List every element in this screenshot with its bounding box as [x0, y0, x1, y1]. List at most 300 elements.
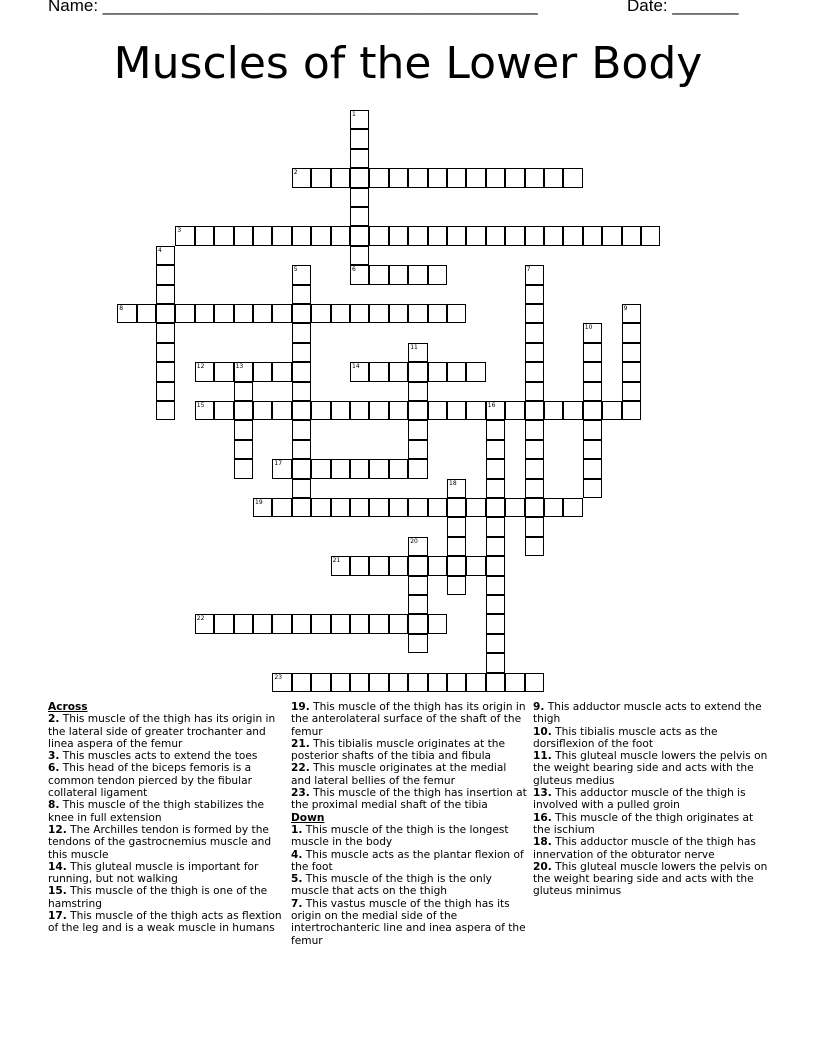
clue-item	[48, 762, 284, 799]
grid-cell[interactable]	[389, 556, 408, 575]
grid-cell[interactable]	[311, 226, 330, 245]
clue-item	[533, 787, 769, 812]
grid-cell[interactable]	[331, 168, 350, 187]
grid-cell[interactable]	[350, 556, 369, 575]
cell-number: 18	[449, 479, 457, 487]
grid-cell[interactable]	[486, 226, 505, 245]
clue-text: This muscle of the thigh stabilizes the knee in full extension	[48, 799, 265, 824]
grid-cell[interactable]	[156, 246, 175, 265]
clue-item	[48, 910, 284, 935]
grid-cell[interactable]	[622, 323, 641, 342]
grid-cell[interactable]	[486, 168, 505, 187]
grid-cell[interactable]	[350, 246, 369, 265]
grid-cell[interactable]	[544, 401, 563, 420]
grid-cell[interactable]	[292, 285, 311, 304]
grid-cell[interactable]	[622, 343, 641, 362]
grid-cell[interactable]	[563, 401, 582, 420]
clue-text: This adductor muscle of the thigh is involved with a pulled groin	[533, 787, 746, 812]
grid-cell[interactable]	[466, 226, 485, 245]
grid-cell[interactable]	[350, 362, 369, 381]
grid-cell[interactable]	[234, 440, 253, 459]
cell-number: 4	[158, 246, 162, 254]
cell-number: 21	[332, 557, 341, 565]
grid-cell[interactable]	[272, 226, 291, 245]
grid-cell[interactable]	[447, 168, 466, 187]
grid-cell[interactable]	[563, 168, 582, 187]
clue-number: 10.	[533, 725, 552, 738]
grid-cell[interactable]	[486, 634, 505, 653]
grid-cell[interactable]	[428, 556, 447, 575]
grid-cell[interactable]	[137, 304, 156, 323]
grid-cell[interactable]	[408, 614, 427, 633]
grid-cell[interactable]	[272, 401, 291, 420]
grid-cell[interactable]	[525, 265, 544, 284]
grid-cell[interactable]	[292, 459, 311, 478]
grid-cell[interactable]	[466, 498, 485, 517]
grid-cell[interactable]	[583, 479, 602, 498]
grid-cell[interactable]	[350, 614, 369, 633]
grid-cell[interactable]	[544, 226, 563, 245]
grid-cell[interactable]	[408, 673, 427, 692]
grid-cell[interactable]	[428, 226, 447, 245]
clue-number: 16.	[533, 811, 552, 824]
grid-cell[interactable]	[214, 304, 233, 323]
grid-cell[interactable]	[156, 304, 175, 323]
grid-cell[interactable]	[253, 304, 272, 323]
grid-cell[interactable]	[583, 401, 602, 420]
clue-number: 14.	[48, 860, 67, 873]
grid-cell[interactable]	[292, 362, 311, 381]
clue-item	[533, 812, 769, 837]
grid-cell[interactable]	[292, 226, 311, 245]
grid-cell[interactable]	[408, 362, 427, 381]
grid-cell[interactable]	[525, 401, 544, 420]
clue-item	[48, 861, 284, 886]
grid-cell[interactable]	[389, 673, 408, 692]
grid-cell[interactable]	[350, 401, 369, 420]
grid-cell[interactable]	[214, 226, 233, 245]
clue-number: 15.	[48, 885, 67, 898]
clue-text: This muscle acts as the plantar flexion of the foot	[291, 848, 524, 873]
clue-text: This muscle of the thigh originates at the ischium	[533, 811, 754, 836]
grid-cell[interactable]	[350, 673, 369, 692]
clue-text: This muscle of the thigh is the only muscle that acts on the thigh	[291, 873, 492, 898]
grid-cell[interactable]	[369, 556, 388, 575]
grid-cell[interactable]	[466, 362, 485, 381]
grid-cell[interactable]	[466, 673, 485, 692]
grid-cell[interactable]	[583, 459, 602, 478]
grid-cell[interactable]	[292, 382, 311, 401]
grid-cell[interactable]	[331, 673, 350, 692]
grid-cell[interactable]	[195, 401, 214, 420]
grid-cell[interactable]	[447, 304, 466, 323]
grid-cell[interactable]	[525, 479, 544, 498]
grid-cell[interactable]	[156, 343, 175, 362]
grid-cell[interactable]	[408, 343, 427, 362]
grid-cell[interactable]	[350, 168, 369, 187]
grid-cell[interactable]	[602, 401, 621, 420]
cell-number: 20	[410, 537, 418, 545]
grid-cell[interactable]	[408, 459, 427, 478]
grid-cell[interactable]	[292, 673, 311, 692]
grid-cell[interactable]	[369, 401, 388, 420]
grid-cell[interactable]	[525, 323, 544, 342]
clue-item	[291, 824, 529, 849]
grid-cell[interactable]	[583, 362, 602, 381]
grid-cell[interactable]	[525, 285, 544, 304]
grid-cell[interactable]	[486, 517, 505, 536]
grid-cell[interactable]	[447, 479, 466, 498]
grid-cell[interactable]	[622, 304, 641, 323]
grid-cell[interactable]	[486, 479, 505, 498]
grid-cell[interactable]	[292, 265, 311, 284]
across-heading: Across	[48, 701, 88, 713]
grid-cell[interactable]	[156, 285, 175, 304]
grid-cell[interactable]	[428, 304, 447, 323]
grid-cell[interactable]	[583, 440, 602, 459]
grid-cell[interactable]	[369, 459, 388, 478]
grid-cell[interactable]	[156, 362, 175, 381]
grid-cell[interactable]	[389, 265, 408, 284]
grid-cell[interactable]	[408, 576, 427, 595]
grid-cell[interactable]	[486, 537, 505, 556]
grid-cell[interactable]	[583, 420, 602, 439]
clue-number: 23.	[291, 787, 310, 800]
grid-cell[interactable]	[156, 401, 175, 420]
clue-text: This gluteal muscle is important for running, but not walking	[48, 860, 259, 886]
clue-item	[291, 849, 529, 874]
grid-cell[interactable]	[408, 420, 427, 439]
grid-cell[interactable]	[234, 420, 253, 439]
clue-item	[291, 898, 529, 947]
grid-cell[interactable]	[408, 595, 427, 614]
grid-cell[interactable]	[331, 401, 350, 420]
down-heading: Down	[291, 811, 325, 824]
grid-cell[interactable]	[389, 226, 408, 245]
cell-number: 22	[196, 615, 205, 623]
grid-cell[interactable]	[156, 382, 175, 401]
clue-number: 11.	[533, 750, 552, 763]
clue-text: This muscle of the thigh has its origin in the lateral side of greater trochanter and linea aspera of the femur	[48, 713, 276, 750]
grid-cell[interactable]	[466, 556, 485, 575]
grid-cell[interactable]	[583, 323, 602, 342]
grid-cell[interactable]	[350, 459, 369, 478]
grid-cell[interactable]	[234, 401, 253, 420]
cell-number: 16	[487, 402, 496, 409]
grid-cell[interactable]	[622, 382, 641, 401]
grid-cell[interactable]	[408, 382, 427, 401]
grid-cell[interactable]	[272, 673, 291, 692]
grid-cell[interactable]	[622, 362, 641, 381]
grid-cell[interactable]	[408, 537, 427, 556]
grid-cell[interactable]	[486, 653, 505, 672]
clue-text: This muscle of the thigh has its origin in the anterolateral surface of the shaft of the femur	[291, 701, 526, 738]
grid-cell[interactable]	[389, 304, 408, 323]
grid-cell[interactable]	[369, 362, 388, 381]
grid-cell[interactable]	[408, 304, 427, 323]
grid-cell[interactable]	[525, 343, 544, 362]
grid-cell[interactable]	[234, 226, 253, 245]
grid-cell[interactable]	[563, 498, 582, 517]
clue-text: This muscles acts to extend the toes	[59, 750, 258, 763]
grid-cell[interactable]	[428, 614, 447, 633]
grid-cell[interactable]	[428, 673, 447, 692]
grid-cell[interactable]	[408, 226, 427, 245]
grid-cell[interactable]	[292, 323, 311, 342]
grid-cell[interactable]	[408, 168, 427, 187]
grid-cell[interactable]	[563, 226, 582, 245]
grid-cell[interactable]	[292, 304, 311, 323]
grid-cell[interactable]	[525, 168, 544, 187]
clue-text: This gluteal muscle lowers the pelvis on the weight bearing side and acts with the gluteus minimus	[533, 860, 768, 898]
grid-cell[interactable]	[486, 614, 505, 633]
grid-cell[interactable]	[311, 459, 330, 478]
grid-cell[interactable]	[195, 304, 214, 323]
clue-text: This adductor muscle of the thigh has innervation of the obturator nerve	[533, 836, 756, 861]
grid-cell[interactable]	[311, 614, 330, 633]
grid-cell[interactable]	[292, 614, 311, 633]
clue-text: This tibialis muscle originates at the posterior shafts of the tibia and fibula	[291, 737, 506, 763]
grid-cell[interactable]	[272, 362, 291, 381]
grid-cell[interactable]	[486, 556, 505, 575]
grid-cell[interactable]	[234, 614, 253, 633]
grid-cell[interactable]	[389, 498, 408, 517]
cell-number: 7	[526, 266, 531, 274]
grid-cell[interactable]	[292, 168, 311, 187]
grid-cell[interactable]	[331, 556, 350, 575]
grid-cell[interactable]	[544, 168, 563, 187]
grid-cell[interactable]	[525, 517, 544, 536]
grid-cell[interactable]	[486, 498, 505, 517]
grid-cell[interactable]	[408, 265, 427, 284]
grid-cell[interactable]	[525, 673, 544, 692]
grid-cell[interactable]	[583, 382, 602, 401]
grid-cell[interactable]	[331, 498, 350, 517]
grid-cell[interactable]	[466, 401, 485, 420]
grid-cell[interactable]	[525, 382, 544, 401]
clue-item	[48, 824, 284, 861]
clue-number: 2.	[48, 713, 60, 726]
grid-cell[interactable]	[525, 459, 544, 478]
clue-text: This tibialis muscle acts as the dorsiflexion of the foot	[533, 725, 718, 750]
grid-cell[interactable]	[156, 323, 175, 342]
grid-cell[interactable]	[369, 498, 388, 517]
grid-cell[interactable]	[369, 265, 388, 284]
grid-cell[interactable]	[195, 226, 214, 245]
grid-cell[interactable]	[292, 343, 311, 362]
grid-cell[interactable]	[641, 226, 660, 245]
grid-cell[interactable]	[602, 226, 621, 245]
grid-cell[interactable]	[428, 362, 447, 381]
grid-cell[interactable]	[234, 304, 253, 323]
grid-cell[interactable]	[350, 149, 369, 168]
grid-cell[interactable]	[175, 304, 194, 323]
grid-cell[interactable]	[525, 537, 544, 556]
grid-cell[interactable]	[253, 401, 272, 420]
grid-cell[interactable]	[622, 226, 641, 245]
grid-cell[interactable]	[331, 304, 350, 323]
grid-cell[interactable]	[486, 401, 505, 420]
grid-cell[interactable]	[292, 440, 311, 459]
grid-cell[interactable]	[175, 226, 194, 245]
grid-cell[interactable]	[234, 459, 253, 478]
grid-cell[interactable]	[331, 614, 350, 633]
clue-number: 21.	[291, 737, 310, 750]
grid-cell[interactable]	[486, 673, 505, 692]
grid-cell[interactable]	[447, 517, 466, 536]
grid-cell[interactable]	[525, 304, 544, 323]
grid-cell[interactable]	[486, 420, 505, 439]
grid-cell[interactable]	[447, 498, 466, 517]
grid-cell[interactable]	[486, 576, 505, 595]
grid-cell[interactable]	[408, 634, 427, 653]
clues-column-2	[291, 701, 529, 947]
grid-cell[interactable]	[311, 304, 330, 323]
grid-cell[interactable]	[292, 401, 311, 420]
grid-cell[interactable]	[428, 401, 447, 420]
grid-cell[interactable]	[466, 168, 485, 187]
clue-item	[533, 701, 769, 726]
clue-text: This muscle of the thigh acts as flextion of the leg and is a weak muscle in humans	[48, 910, 282, 935]
grid-cell[interactable]	[505, 673, 524, 692]
grid-cell[interactable]	[369, 614, 388, 633]
grid-cell[interactable]	[195, 614, 214, 633]
grid-cell[interactable]	[447, 673, 466, 692]
grid-cell[interactable]	[292, 420, 311, 439]
grid-cell[interactable]	[272, 614, 291, 633]
grid-cell[interactable]	[525, 440, 544, 459]
cell-number: 19	[255, 499, 263, 506]
grid-cell[interactable]	[583, 226, 602, 245]
grid-cell[interactable]	[447, 401, 466, 420]
grid-cell[interactable]	[389, 362, 408, 381]
grid-cell[interactable]	[525, 498, 544, 517]
grid-cell[interactable]	[234, 362, 253, 381]
grid-cell[interactable]	[214, 614, 233, 633]
grid-cell[interactable]	[253, 614, 272, 633]
grid-cell[interactable]	[369, 673, 388, 692]
grid-cell[interactable]	[447, 556, 466, 575]
grid-cell[interactable]	[447, 226, 466, 245]
clue-text: This adductor muscle acts to extend the thigh	[533, 701, 762, 726]
grid-cell[interactable]	[369, 304, 388, 323]
grid-cell[interactable]	[447, 362, 466, 381]
grid-cell[interactable]	[350, 226, 369, 245]
clue-text: The Archilles tendon is formed by the tendons of the gastrocnemius muscle and this muscle	[48, 823, 272, 861]
grid-cell[interactable]	[350, 129, 369, 148]
grid-cell[interactable]	[311, 401, 330, 420]
grid-cell[interactable]	[428, 265, 447, 284]
clue-text: This muscle of the thigh is one of the hamstring	[48, 885, 268, 910]
grid-cell[interactable]	[369, 226, 388, 245]
grid-cell[interactable]	[311, 168, 330, 187]
clue-number: 13.	[533, 787, 552, 800]
clue-number: 12.	[48, 823, 67, 836]
grid-cell[interactable]	[486, 595, 505, 614]
grid-cell[interactable]	[525, 362, 544, 381]
grid-cell[interactable]	[311, 498, 330, 517]
grid-cell[interactable]	[505, 168, 524, 187]
cell-number: 12	[196, 363, 205, 371]
grid-cell[interactable]	[272, 304, 291, 323]
grid-cell[interactable]	[350, 265, 369, 284]
grid-cell[interactable]	[408, 556, 427, 575]
grid-cell[interactable]	[369, 168, 388, 187]
grid-cell[interactable]	[253, 362, 272, 381]
grid-cell[interactable]	[447, 576, 466, 595]
grid-cell[interactable]	[331, 226, 350, 245]
grid-cell[interactable]	[486, 459, 505, 478]
grid-cell[interactable]	[214, 401, 233, 420]
grid-cell[interactable]	[350, 304, 369, 323]
grid-cell[interactable]	[272, 459, 291, 478]
grid-cell[interactable]	[195, 362, 214, 381]
grid-cell[interactable]	[447, 537, 466, 556]
clue-item	[48, 750, 284, 762]
grid-cell[interactable]	[350, 188, 369, 207]
grid-cell[interactable]	[408, 401, 427, 420]
clue-item	[533, 750, 769, 787]
grid-cell[interactable]	[311, 673, 330, 692]
clue-number: 8.	[48, 799, 60, 812]
grid-cell[interactable]	[350, 498, 369, 517]
grid-cell[interactable]	[505, 498, 524, 517]
clue-item	[291, 738, 529, 763]
grid-cell[interactable]	[292, 479, 311, 498]
grid-cell[interactable]	[389, 614, 408, 633]
clue-text: This gluteal muscle lowers the pelvis on the weight bearing side and acts with the gluteus medius	[533, 750, 768, 787]
grid-cell[interactable]	[486, 440, 505, 459]
name-field[interactable]: Name: ______________________________________________	[48, 0, 538, 15]
grid-cell[interactable]	[292, 498, 311, 517]
clue-number: 5.	[291, 873, 303, 886]
grid-cell[interactable]	[117, 304, 136, 323]
grid-cell[interactable]	[583, 343, 602, 362]
clue-number: 3.	[48, 750, 60, 763]
cell-number: 17	[274, 460, 283, 468]
grid-cell[interactable]	[408, 498, 427, 517]
grid-cell[interactable]	[525, 420, 544, 439]
clue-text: This muscle of the thigh is the longest muscle in the body	[291, 823, 509, 849]
grid-cell[interactable]	[428, 498, 447, 517]
grid-cell[interactable]	[253, 226, 272, 245]
cell-number: 11	[410, 343, 418, 351]
clue-text: This head of the biceps femoris is a common tendon pierced by the fibular collateral ligament	[48, 762, 252, 800]
clue-number: 7.	[291, 897, 303, 910]
grid-cell[interactable]	[505, 226, 524, 245]
grid-cell[interactable]	[408, 440, 427, 459]
grid-cell[interactable]	[234, 382, 253, 401]
grid-cell[interactable]	[505, 401, 524, 420]
grid-cell[interactable]	[331, 459, 350, 478]
grid-cell[interactable]	[389, 401, 408, 420]
grid-cell[interactable]	[622, 401, 641, 420]
clue-number: 18.	[533, 836, 552, 849]
grid-cell[interactable]	[214, 362, 233, 381]
date-field[interactable]: Date: _______	[627, 0, 739, 15]
grid-cell[interactable]	[389, 459, 408, 478]
grid-cell[interactable]	[389, 168, 408, 187]
grid-cell[interactable]	[156, 265, 175, 284]
grid-cell[interactable]	[350, 110, 369, 129]
grid-cell[interactable]	[272, 498, 291, 517]
grid-cell[interactable]	[525, 226, 544, 245]
clues-column-1	[48, 701, 284, 935]
grid-cell[interactable]	[544, 498, 563, 517]
grid-cell[interactable]	[253, 498, 272, 517]
grid-cell[interactable]	[350, 207, 369, 226]
grid-cell[interactable]	[428, 168, 447, 187]
